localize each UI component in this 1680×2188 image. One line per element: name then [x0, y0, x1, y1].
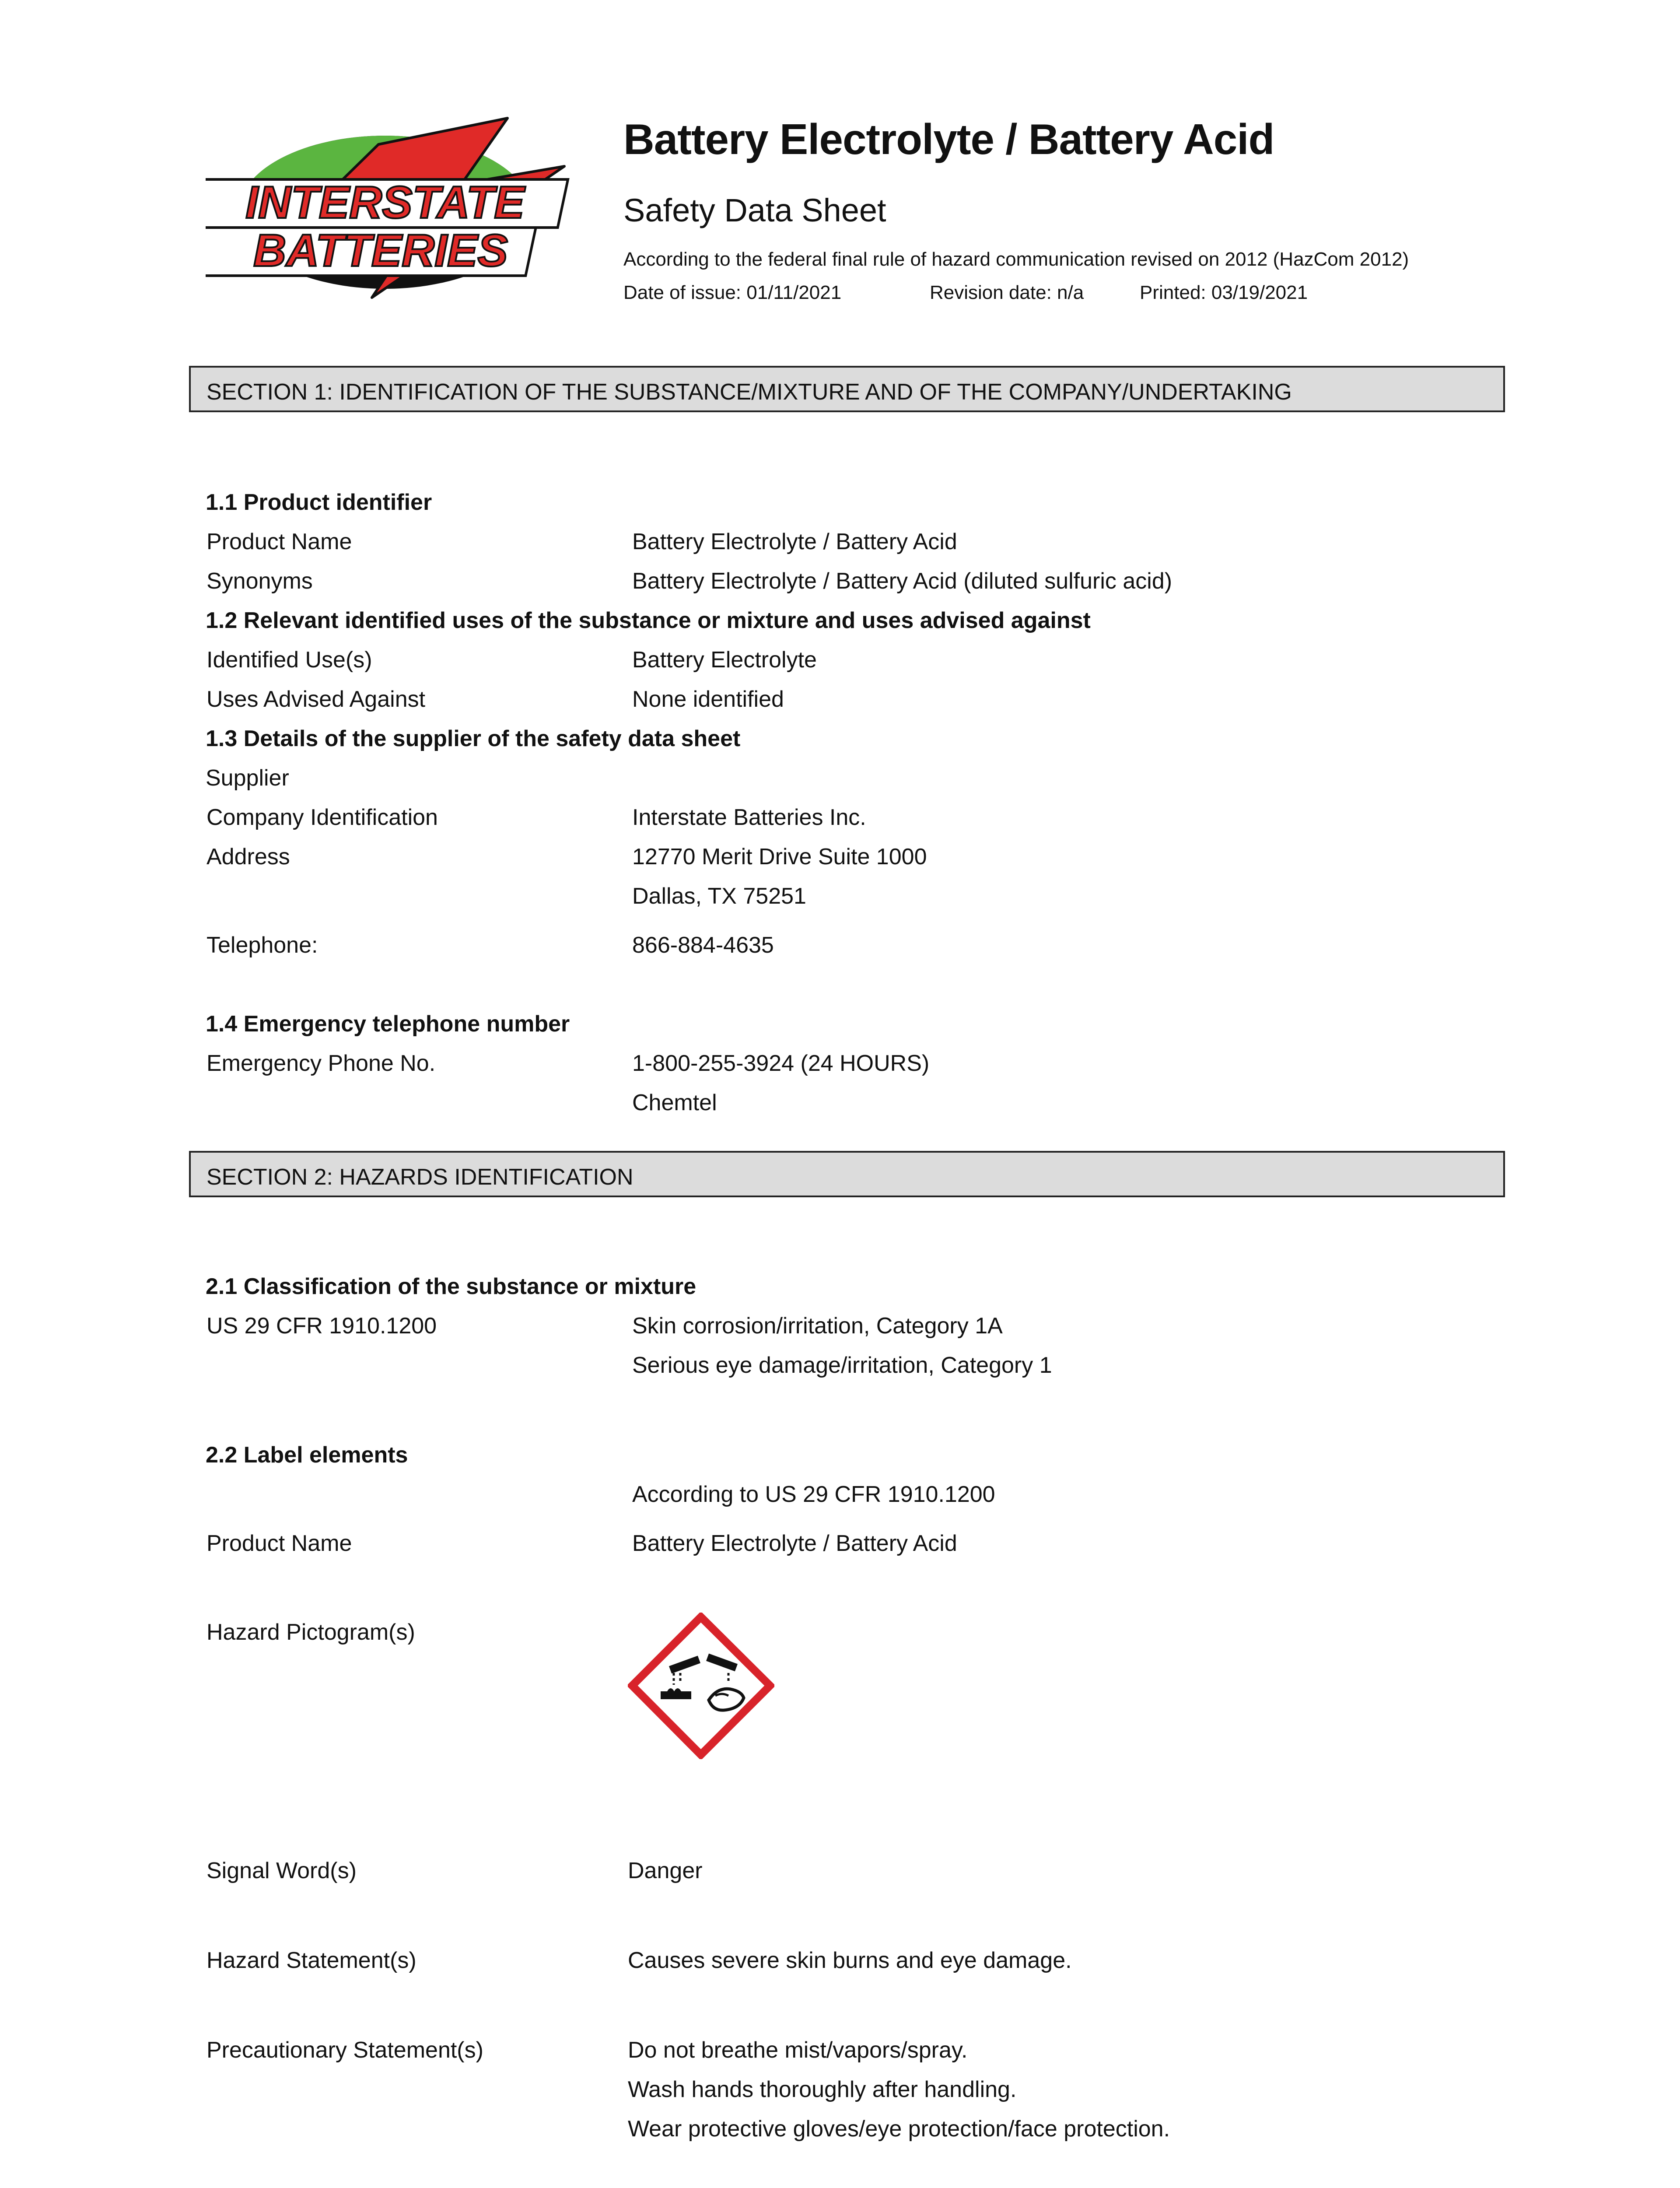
subsection-2-2: 2.2 Label elements [206, 1442, 408, 1468]
synonyms-label: Synonyms [206, 568, 313, 594]
logo-line2: BATTERIES [253, 225, 508, 276]
subsection-1-1: 1.1 Product identifier [206, 490, 432, 515]
uses-against-label: Uses Advised Against [206, 687, 426, 712]
product-name-value: Battery Electrolyte / Battery Acid [632, 529, 957, 554]
product-name-label: Product Name [206, 529, 352, 554]
uses-against-value: None identified [632, 687, 784, 712]
subsection-1-4: 1.4 Emergency telephone number [206, 1011, 570, 1037]
section1-header [189, 366, 1505, 412]
precautionary-statement-1: Do not breathe mist/vapors/spray. [628, 2037, 968, 2063]
logo-line1: INTERSTATE [245, 177, 525, 228]
label-product-name-label: Product Name [206, 1531, 352, 1556]
supplier-label: Supplier [206, 765, 289, 791]
precautionary-statement-3: Wear protective gloves/eye protection/face protection. [628, 2116, 1170, 2142]
precautionary-statement-2: Wash hands thoroughly after handling. [628, 2077, 1017, 2102]
according-to-regulation: According to US 29 CFR 1910.1200 [632, 1482, 995, 1507]
pictogram-label: Hazard Pictogram(s) [206, 1620, 415, 1645]
hazard-statement-label: Hazard Statement(s) [206, 1948, 416, 1973]
emergency-provider: Chemtel [632, 1090, 717, 1115]
address-line1: 12770 Merit Drive Suite 1000 [632, 844, 927, 870]
identified-use-value: Battery Electrolyte [632, 647, 817, 673]
company-value: Interstate Batteries Inc. [632, 805, 866, 830]
regulation-label: US 29 CFR 1910.1200 [206, 1313, 437, 1339]
telephone-value: 866-884-4635 [632, 933, 774, 958]
subsection-2-1: 2.1 Classification of the substance or mixture [206, 1274, 696, 1299]
signal-word-value: Danger [628, 1858, 703, 1883]
subsection-1-2: 1.2 Relevant identified uses of the substance or mixture and uses advised against [206, 608, 1091, 633]
synonyms-value: Battery Electrolyte / Battery Acid (diluted sulfuric acid) [632, 568, 1172, 594]
address-label: Address [206, 844, 290, 870]
according-text: According to the federal final rule of hazard communication revised on 2012 (HazCom 2012) [623, 249, 1409, 270]
classification-2: Serious eye damage/irritation, Category 1 [632, 1353, 1052, 1378]
interstate-batteries-logo [206, 114, 591, 333]
hazard-statement-value: Causes severe skin burns and eye damage. [628, 1948, 1072, 1973]
classification-1: Skin corrosion/irritation, Category 1A [632, 1313, 1003, 1339]
company-label: Company Identification [206, 805, 438, 830]
emergency-value: 1-800-255-3924 (24 HOURS) [632, 1051, 930, 1076]
section2-header [189, 1151, 1505, 1197]
section1-heading: SECTION 1: IDENTIFICATION OF THE SUBSTANCE/MIXTURE AND OF THE COMPANY/UNDERTAKING [206, 379, 1292, 405]
revision-date: Revision date: n/a [930, 282, 1084, 303]
document-title: Battery Electrolyte / Battery Acid [623, 115, 1274, 163]
precautionary-label: Precautionary Statement(s) [206, 2037, 483, 2063]
document-subtitle: Safety Data Sheet [623, 192, 886, 228]
printed-date: Printed: 03/19/2021 [1140, 282, 1308, 303]
section2-heading: SECTION 2: HAZARDS IDENTIFICATION [206, 1164, 634, 1190]
telephone-label: Telephone: [206, 933, 318, 958]
signal-word-label: Signal Word(s) [206, 1858, 357, 1883]
corrosion-pictogram-icon [628, 1613, 774, 1759]
address-line2: Dallas, TX 75251 [632, 884, 806, 909]
label-product-name-value: Battery Electrolyte / Battery Acid [632, 1531, 957, 1556]
date-of-issue: Date of issue: 01/11/2021 [623, 282, 842, 303]
subsection-1-3: 1.3 Details of the supplier of the safety data sheet [206, 726, 741, 751]
identified-use-label: Identified Use(s) [206, 647, 372, 673]
emergency-label: Emergency Phone No. [206, 1051, 436, 1076]
